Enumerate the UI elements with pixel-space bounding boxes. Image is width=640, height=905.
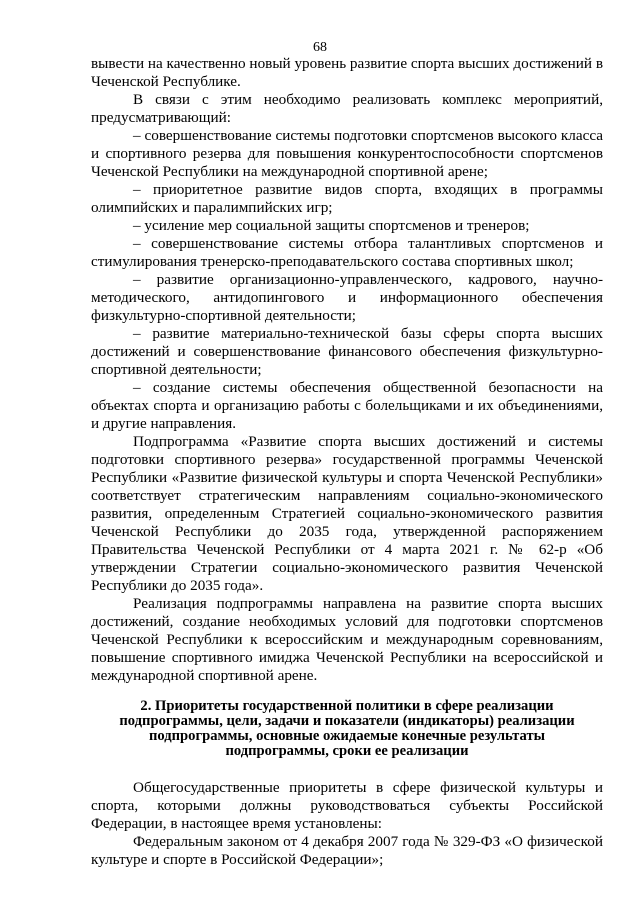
list-item: – создание системы обеспечения общественной безопасности на объектах спорта и организацию работы с болельщиками и их объединениями, и другие направления.	[91, 379, 603, 432]
section-heading-line: подпрограммы, сроки ее реализации	[225, 743, 469, 759]
paragraph: Реализация подпрограммы направлена на развитие спорта высших достижений, создание необходимых условий для подготовки спортсменов Чеченской Республики к всероссийским и международным соревнованиям, повышение спортивного имиджа Чеченской Республики на всероссийской и международной спортивной арене.	[91, 595, 603, 684]
paragraph: вывести на качественно новый уровень развитие спорта высших достижений в Чеченской Республике.	[91, 55, 603, 90]
section-heading	[91, 699, 603, 759]
section-heading-line: подпрограммы, основные ожидаемые конечные результаты	[148, 728, 546, 744]
list-item: – развитие материально-технической базы сферы спорта высших достижений и совершенствование финансового обеспечения физкультурно-спортивной деятельности;	[91, 325, 603, 378]
paragraph: Подпрограмма «Развитие спорта высших достижений и системы подготовки спортивного резерва» государственной программы Чеченской Республики «Развитие физической культуры и спорта Чеченской Республики» соответствует стратегическим направлениям социально-экономического развития, определенным Стратегией социально-экономического развития Чеченской Республики до 2035 года, утвержденной распоряжением Правительства Чеченской Республики от 4 марта 2021 г. № 62-р «Об утверждении Стратегии социально-экономического развития Чеченской Республики до 2035 года».	[91, 433, 603, 594]
paragraph: Общегосударственные приоритеты в сфере физической культуры и спорта, которыми должны руководствоваться субъекты Российской Федерации, в настоящее время установлены:	[91, 779, 603, 832]
list-item: – совершенствование системы подготовки спортсменов высокого класса и спортивного резерва для повышения конкурентоспособности спортсменов Чеченской Республики на международной спортивной арене;	[91, 127, 603, 180]
paragraph: В связи с этим необходимо реализовать комплекс мероприятий, предусматривающий:	[91, 91, 603, 126]
list-item: – развитие организационно-управленческого, кадрового, научно-методического, антидопингового и информационного обеспечения физкультурно-спортивной деятельности;	[91, 271, 603, 324]
list-item: – приоритетное развитие видов спорта, входящих в программы олимпийских и паралимпийских игр;	[91, 181, 603, 216]
section-heading-line: 2. Приоритеты государственной политики в сфере реализации	[140, 698, 554, 714]
page-number: 68	[313, 40, 327, 55]
section-heading-line: подпрограммы, цели, задачи и показатели (индикаторы) реализации	[119, 713, 575, 729]
list-item: – усиление мер социальной защиты спортсменов и тренеров;	[133, 217, 530, 234]
paragraph: Федеральным законом от 4 декабря 2007 года № 329-ФЗ «О физической культуре и спорте в Российской Федерации»;	[91, 833, 603, 868]
page-content	[91, 55, 603, 869]
list-item: – совершенствование системы отбора талантливых спортсменов и стимулирования тренерско-преподавательского состава спортивных школ;	[91, 235, 603, 270]
